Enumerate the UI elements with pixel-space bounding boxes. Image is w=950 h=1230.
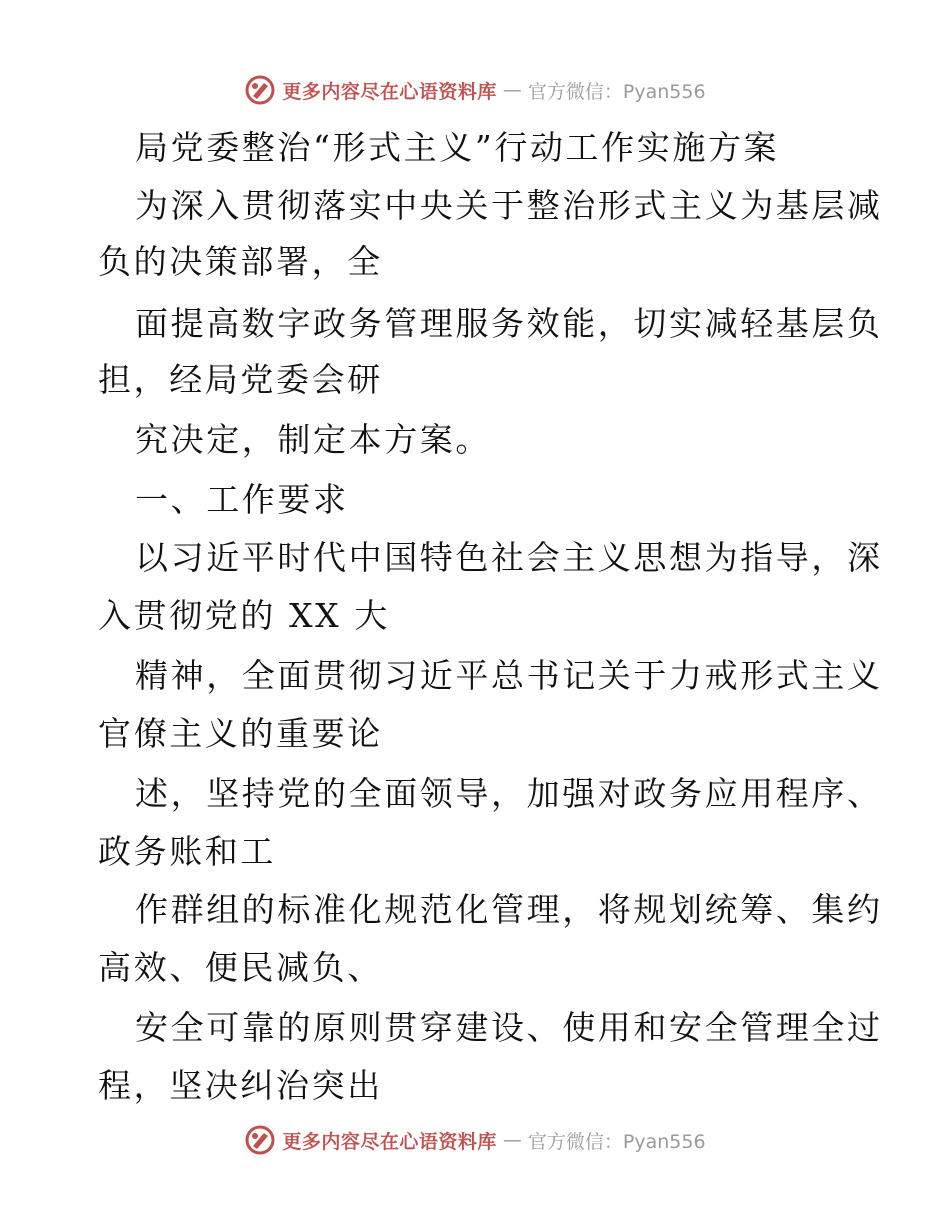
text-line: 高效、便民减负、 bbox=[98, 948, 383, 987]
text-line: 精神，全面贯彻习近平总书记关于力戒形式主义 bbox=[135, 656, 883, 695]
text-line: 官僚主义的重要论 bbox=[98, 714, 383, 753]
text-line: 程，坚决纠治突出 bbox=[98, 1066, 383, 1105]
text-line: 面提高数字政务管理服务效能，切实减轻基层负 bbox=[135, 304, 883, 343]
footer-wechat: 官方微信：Pyan556 bbox=[527, 1130, 706, 1153]
text-line: 为深入贯彻落实中央关于整治形式主义为基层减 bbox=[135, 186, 883, 225]
logo-icon bbox=[244, 74, 276, 106]
header-brand: 更多内容尽在心语资料库 bbox=[282, 80, 497, 103]
header-separator: — bbox=[502, 79, 522, 101]
text-line: 究决定，制定本方案。 bbox=[135, 420, 491, 459]
header-banner bbox=[0, 70, 950, 110]
header-wechat: 官方微信：Pyan556 bbox=[527, 80, 706, 103]
text-line: 入贯彻党的 XX 大 bbox=[98, 596, 390, 635]
text-line: 作群组的标准化规范化管理，将规划统筹、集约 bbox=[135, 890, 883, 929]
document-title: 局党委整治“形式主义”行动工作实施方案 bbox=[135, 128, 780, 167]
logo-icon bbox=[244, 1124, 276, 1156]
footer-banner bbox=[0, 1120, 950, 1160]
section-heading: 一、工作要求 bbox=[135, 480, 349, 519]
footer-separator: — bbox=[502, 1129, 522, 1151]
footer-brand: 更多内容尽在心语资料库 bbox=[282, 1130, 497, 1153]
text-line: 政务账和工 bbox=[98, 832, 276, 871]
text-line: 述，坚持党的全面领导，加强对政务应用程序、 bbox=[135, 774, 883, 813]
text-line: 安全可靠的原则贯穿建设、使用和安全管理全过 bbox=[135, 1008, 883, 1047]
text-line: 以习近平时代中国特色社会主义思想为指导，深 bbox=[135, 538, 883, 577]
text-line: 担，经局党委会研 bbox=[98, 360, 383, 399]
text-line: 负的决策部署，全 bbox=[98, 242, 383, 281]
